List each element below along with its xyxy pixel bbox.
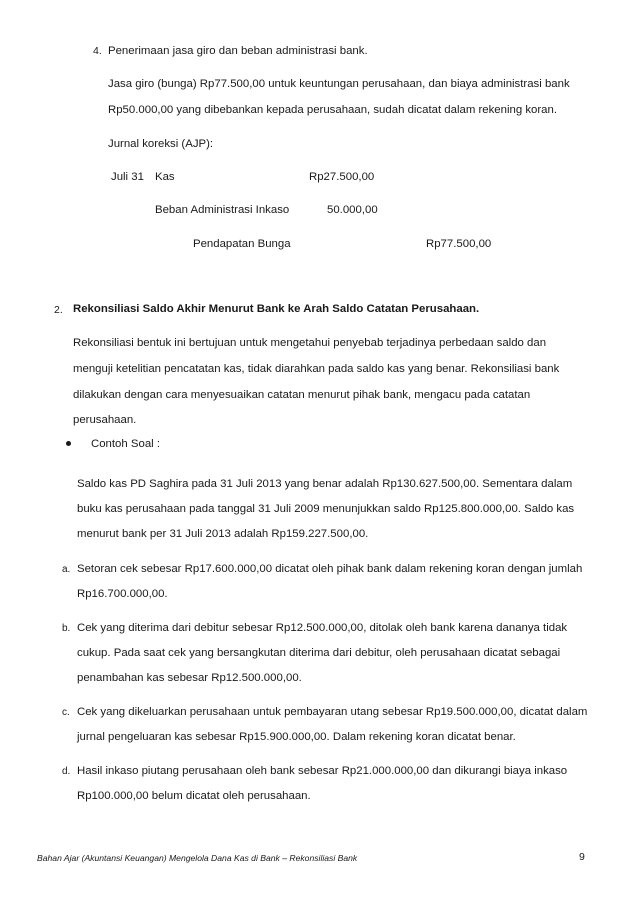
section-2-title: Rekonsiliasi Saldo Akhir Menurut Bank ke Arah Saldo Catatan Perusahaan.: [73, 303, 480, 315]
entry-2-account: Beban Administrasi Inkaso: [155, 204, 290, 216]
item-a-line: Rp16.700.000,00.: [77, 588, 168, 600]
entry-3-account: Pendapatan Bunga: [193, 238, 291, 250]
section-2-number: 2.: [54, 304, 63, 316]
item-d-line: Rp100.000,00 belum dicatat oleh perusahaan.: [77, 790, 311, 802]
entry-1-debit: Rp27.500,00: [309, 171, 375, 183]
item-c-letter: c.: [62, 707, 70, 718]
item-b-line: penambahan kas sebesar Rp12.500.000,00.: [77, 672, 302, 684]
bullet-icon: [66, 441, 71, 446]
entry-3-credit: Rp77.500,00: [426, 238, 492, 250]
item-d-letter: d.: [62, 766, 71, 777]
item-4-heading: Penerimaan jasa giro dan beban administrasi bank.: [108, 45, 368, 57]
item-b-letter: b.: [62, 623, 71, 634]
section-2-para-line: Rekonsiliasi bentuk ini bertujuan untuk mengetahui penyebab terjadinya perbedaan saldo dan: [73, 337, 547, 349]
item-d-line: Hasil inkaso piutang perusahaan oleh bank sebesar Rp21.000.000,00 dan dikurangi biaya inkaso: [77, 765, 568, 777]
entry-1-account: Kas: [155, 171, 175, 183]
item-a-line: Setoran cek sebesar Rp17.600.000,00 dicatat oleh pihak bank dalam rekening koran dengan jumlah: [77, 563, 583, 575]
entry-date: Juli 31: [111, 171, 144, 183]
example-line: menurut bank per 31 Juli 2013 adalah Rp159.227.500,00.: [77, 528, 369, 540]
item-4-line-2: Rp50.000,00 yang dibebankan kepada perusahaan, sudah dicatat dalam rekening koran.: [108, 104, 557, 116]
item-c-line: jurnal pengeluaran kas sebesar Rp15.900.000,00. Dalam rekening koran dicatat benar.: [77, 731, 516, 743]
item-c-line: Cek yang dikeluarkan perusahaan untuk pembayaran utang sebesar Rp19.500.000,00, dicatat dalam: [77, 706, 588, 718]
section-2-para-line: menguji ketelitian pencatatan kas, tidak diarahkan pada saldo kas yang benar. Rekonsiliasi bank: [73, 363, 560, 375]
item-b-line: Cek yang diterima dari debitur sebesar Rp12.500.000,00, ditolak oleh bank karena dananya tidak: [77, 622, 568, 634]
example-line: Saldo kas PD Saghira pada 31 Juli 2013 yang benar adalah Rp130.627.500,00. Sementara dalam: [77, 478, 573, 490]
item-4-line-1: Jasa giro (bunga) Rp77.500,00 untuk keuntungan perusahaan, dan biaya administrasi bank: [108, 78, 570, 90]
item-b-line: cukup. Pada saat cek yang bersangkutan diterima dari debitur, oleh perusahaan dicatat sebagai: [77, 647, 561, 659]
section-2-para-line: perusahaan.: [73, 414, 137, 426]
example-line: buku kas perusahaan pada tanggal 31 Juli 2009 menunjukkan saldo Rp125.800.000,00. Saldo kas: [77, 503, 575, 515]
section-2-para-line: dilakukan dengan cara menyesuaikan catatan menurut pihak bank, mengacu pada catatan: [73, 389, 531, 401]
entry-2-debit: 50.000,00: [327, 204, 378, 216]
page-number: 9: [579, 851, 585, 863]
item-a-letter: a.: [62, 564, 71, 575]
item-4-number: 4.: [93, 45, 102, 57]
footer-text: Bahan Ajar (Akuntansi Keuangan) Mengelola Dana Kas di Bank – Rekonsiliasi Bank: [37, 853, 358, 863]
example-label: Contoh Soal :: [91, 438, 161, 450]
jurnal-label: Jurnal koreksi (AJP):: [108, 138, 214, 150]
